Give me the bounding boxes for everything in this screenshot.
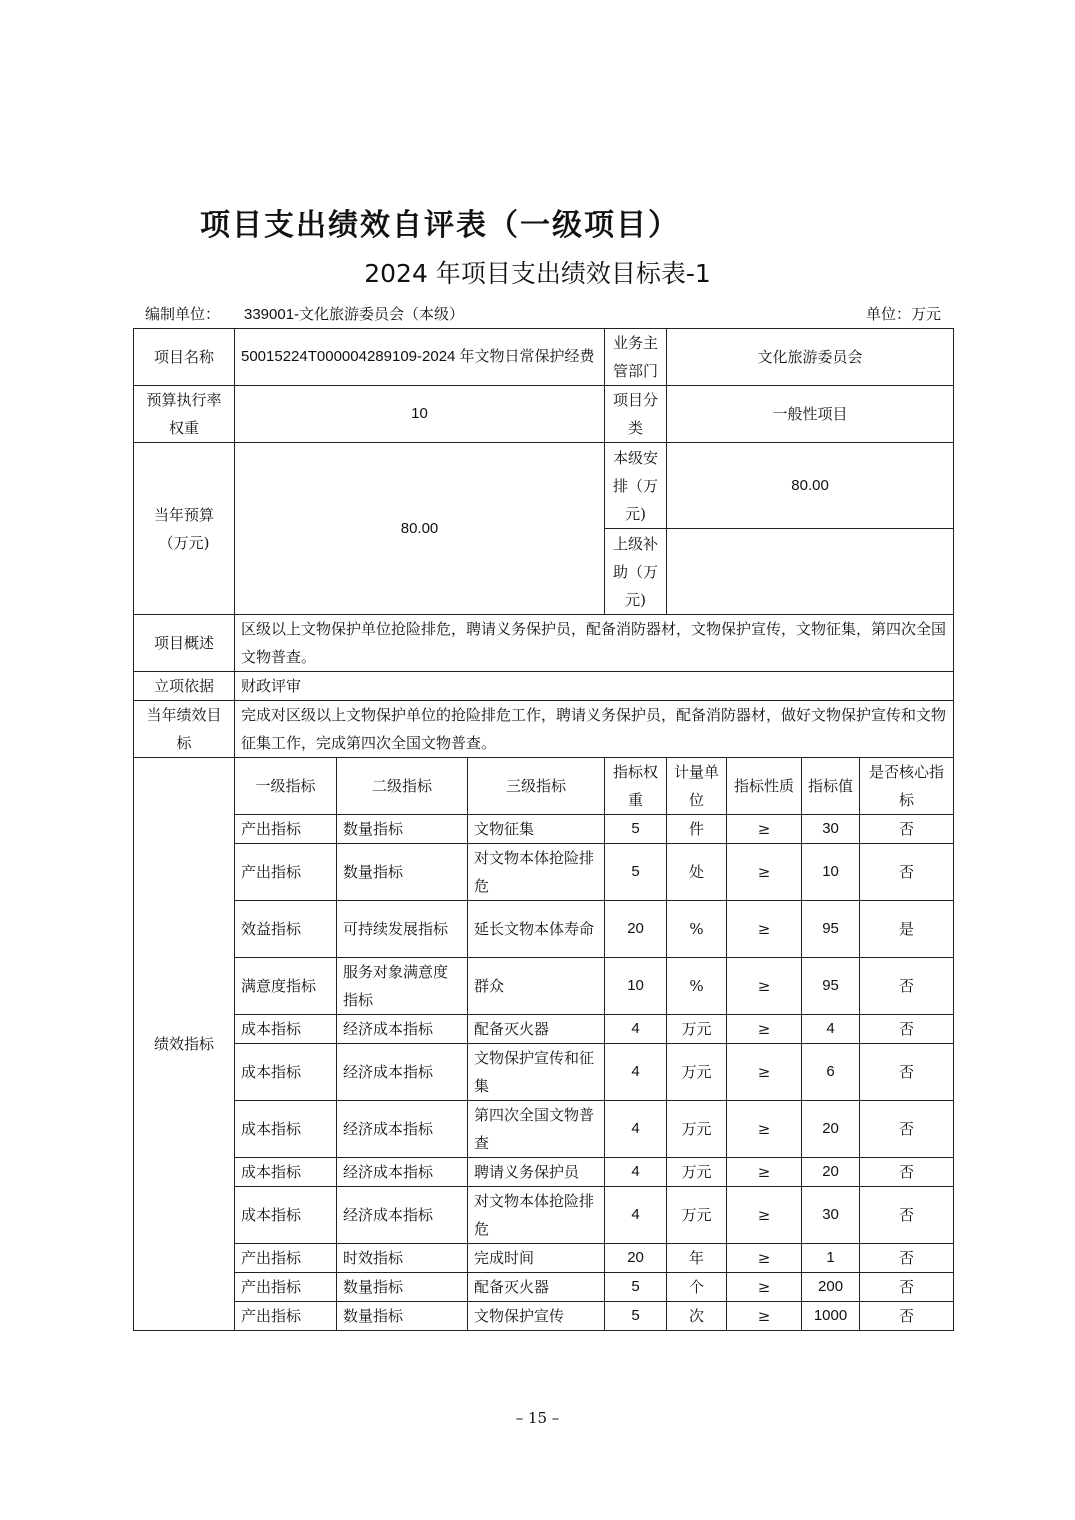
unit-cell: %	[667, 958, 727, 1015]
core-cell: 否	[860, 1273, 954, 1302]
weight-cell: 5	[605, 1302, 667, 1331]
core-cell: 否	[860, 844, 954, 901]
level3-cell: 文物征集	[468, 815, 605, 844]
basis-row	[134, 672, 954, 701]
summary-value: 区级以上文物保护单位抢险排危，聘请义务保护员，配备消防器材，文物保护宣传，文物征集，第四次全国文物普查。	[235, 615, 954, 672]
unit-cell: 万元	[667, 1101, 727, 1158]
value-cell: 10	[802, 844, 860, 901]
column-header: 二级指标	[337, 758, 468, 815]
column-header: 三级指标	[468, 758, 605, 815]
level2-cell: 经济成本指标	[337, 1015, 468, 1044]
core-cell: 否	[860, 1187, 954, 1244]
nature-cell: ≥	[727, 901, 802, 958]
value-cell: 30	[802, 1187, 860, 1244]
nature-cell: ≥	[727, 815, 802, 844]
summary-label: 项目概述	[134, 615, 235, 672]
level1-cell: 成本指标	[235, 1015, 337, 1044]
column-header: 是否核心指标	[860, 758, 954, 815]
column-header: 指标值	[802, 758, 860, 815]
level1-cell: 成本指标	[235, 1101, 337, 1158]
core-cell: 是	[860, 901, 954, 958]
core-cell: 否	[860, 1302, 954, 1331]
column-header: 计量单位	[667, 758, 727, 815]
local-label: 本级安排（万元)	[605, 443, 667, 529]
nature-cell: ≥	[727, 1273, 802, 1302]
level3-cell: 配备灭火器	[468, 1273, 605, 1302]
value-cell: 4	[802, 1015, 860, 1044]
column-header: 一级指标	[235, 758, 337, 815]
table-row	[134, 1244, 954, 1273]
goal-row	[134, 701, 954, 758]
budget-row	[134, 443, 954, 529]
level1-cell: 产出指标	[235, 1273, 337, 1302]
basis-value: 财政评审	[235, 672, 954, 701]
level3-cell: 文物保护宣传和征集	[468, 1044, 605, 1101]
level3-cell: 延长文物本体寿命	[468, 901, 605, 958]
budget-value: 80.00	[235, 443, 605, 615]
table-row	[134, 1101, 954, 1158]
dept-value: 文化旅游委员会	[667, 329, 954, 386]
nature-cell: ≥	[727, 1158, 802, 1187]
level2-cell: 经济成本指标	[337, 1158, 468, 1187]
table-row	[134, 815, 954, 844]
category-label: 项目分类	[605, 386, 667, 443]
nature-cell: ≥	[727, 958, 802, 1015]
core-cell: 否	[860, 1244, 954, 1273]
level3-cell: 配备灭火器	[468, 1015, 605, 1044]
level2-cell: 数量指标	[337, 815, 468, 844]
currency-label: 单位：万元	[865, 305, 941, 323]
level1-cell: 满意度指标	[235, 958, 337, 1015]
table-row	[134, 1187, 954, 1244]
level3-cell: 文物保护宣传	[468, 1302, 605, 1331]
dept-label: 业务主管部门	[605, 329, 667, 386]
level3-cell: 对文物本体抢险排危	[468, 1187, 605, 1244]
unit-cell: 万元	[667, 1044, 727, 1101]
table-row	[134, 1044, 954, 1101]
level1-cell: 成本指标	[235, 1044, 337, 1101]
level1-cell: 效益指标	[235, 901, 337, 958]
level2-cell: 经济成本指标	[337, 1044, 468, 1101]
level2-cell: 经济成本指标	[337, 1101, 468, 1158]
nature-cell: ≥	[727, 1244, 802, 1273]
weight-cell: 4	[605, 1015, 667, 1044]
unit-cell: 个	[667, 1273, 727, 1302]
nature-cell: ≥	[727, 1044, 802, 1101]
nature-cell: ≥	[727, 1302, 802, 1331]
level1-cell: 产出指标	[235, 1302, 337, 1331]
table-row	[134, 1015, 954, 1044]
basis-label: 立项依据	[134, 672, 235, 701]
value-cell: 95	[802, 958, 860, 1015]
level2-cell: 数量指标	[337, 1273, 468, 1302]
value-cell: 1	[802, 1244, 860, 1273]
level1-cell: 产出指标	[235, 844, 337, 901]
project-name-row	[134, 329, 954, 386]
column-header: 指标性质	[727, 758, 802, 815]
weight-value: 10	[235, 386, 605, 443]
weight-cell: 5	[605, 1273, 667, 1302]
unit-cell: 万元	[667, 1015, 727, 1044]
level2-cell: 服务对象满意度指标	[337, 958, 468, 1015]
table-row	[134, 1302, 954, 1331]
level1-cell: 产出指标	[235, 815, 337, 844]
table-row	[134, 958, 954, 1015]
value-cell: 20	[802, 1101, 860, 1158]
column-header: 指标权重	[605, 758, 667, 815]
level1-cell: 成本指标	[235, 1158, 337, 1187]
goal-label: 当年绩效目标	[134, 701, 235, 758]
budget-label: 当年预算（万元)	[134, 443, 235, 615]
indicators-section-label: 绩效指标	[134, 758, 235, 1331]
table-row	[134, 844, 954, 901]
weight-cell: 4	[605, 1187, 667, 1244]
weight-cell: 5	[605, 844, 667, 901]
level2-cell: 数量指标	[337, 844, 468, 901]
level2-cell: 时效指标	[337, 1244, 468, 1273]
weight-cell: 10	[605, 958, 667, 1015]
weight-cell: 5	[605, 815, 667, 844]
level2-cell: 可持续发展指标	[337, 901, 468, 958]
table-row	[134, 1158, 954, 1187]
level3-cell: 聘请义务保护员	[468, 1158, 605, 1187]
value-cell: 95	[802, 901, 860, 958]
unit-cell: 万元	[667, 1187, 727, 1244]
value-cell: 20	[802, 1158, 860, 1187]
unit-cell: %	[667, 901, 727, 958]
value-cell: 1000	[802, 1302, 860, 1331]
core-cell: 否	[860, 1044, 954, 1101]
local-value: 80.00	[667, 443, 954, 529]
level2-cell: 经济成本指标	[337, 1187, 468, 1244]
table-title: 2024 年项目支出绩效目标表-1	[364, 259, 711, 288]
project-name-value: 50015224T000004289109-2024 年文物日常保护经费	[235, 329, 605, 386]
level1-cell: 成本指标	[235, 1187, 337, 1244]
nature-cell: ≥	[727, 1101, 802, 1158]
core-cell: 否	[860, 1101, 954, 1158]
weight-cell: 4	[605, 1158, 667, 1187]
weight-cell: 20	[605, 901, 667, 958]
core-cell: 否	[860, 1015, 954, 1044]
nature-cell: ≥	[727, 1187, 802, 1244]
weight-cell: 4	[605, 1044, 667, 1101]
level3-cell: 完成时间	[468, 1244, 605, 1273]
core-cell: 否	[860, 958, 954, 1015]
unit-cell: 年	[667, 1244, 727, 1273]
unit-cell: 处	[667, 844, 727, 901]
summary-row	[134, 615, 954, 672]
core-cell: 否	[860, 815, 954, 844]
unit-cell: 次	[667, 1302, 727, 1331]
level1-cell: 产出指标	[235, 1244, 337, 1273]
goal-value: 完成对区级以上文物保护单位的抢险排危工作，聘请义务保护员，配备消防器材，做好文物保护宣传和文物征集工作，完成第四次全国文物普查。	[235, 701, 954, 758]
table-row	[134, 1273, 954, 1302]
unit-cell: 件	[667, 815, 727, 844]
nature-cell: ≥	[727, 844, 802, 901]
upper-value	[667, 529, 954, 615]
performance-table	[133, 328, 954, 1331]
level3-cell: 第四次全国文物普查	[468, 1101, 605, 1158]
weight-cell: 4	[605, 1101, 667, 1158]
category-value: 一般性项目	[667, 386, 954, 443]
core-cell: 否	[860, 1158, 954, 1187]
nature-cell: ≥	[727, 1015, 802, 1044]
page-title: 项目支出绩效自评表（一级项目）	[200, 208, 680, 243]
table-row	[134, 901, 954, 958]
level3-cell: 对文物本体抢险排危	[468, 844, 605, 901]
weight-label: 预算执行率权重	[134, 386, 235, 443]
unit-label: 编制单位：	[145, 305, 221, 323]
project-name-label: 项目名称	[134, 329, 235, 386]
level3-cell: 群众	[468, 958, 605, 1015]
weight-cell: 20	[605, 1244, 667, 1273]
upper-label: 上级补助（万元)	[605, 529, 667, 615]
page-number: – 15 –	[515, 1409, 560, 1427]
level2-cell: 数量指标	[337, 1302, 468, 1331]
indicator-header-row	[134, 758, 954, 815]
value-cell: 200	[802, 1273, 860, 1302]
weight-row	[134, 386, 954, 443]
unit-value: 339001-文化旅游委员会（本级）	[244, 306, 465, 323]
unit-cell: 万元	[667, 1158, 727, 1187]
value-cell: 6	[802, 1044, 860, 1101]
value-cell: 30	[802, 815, 860, 844]
